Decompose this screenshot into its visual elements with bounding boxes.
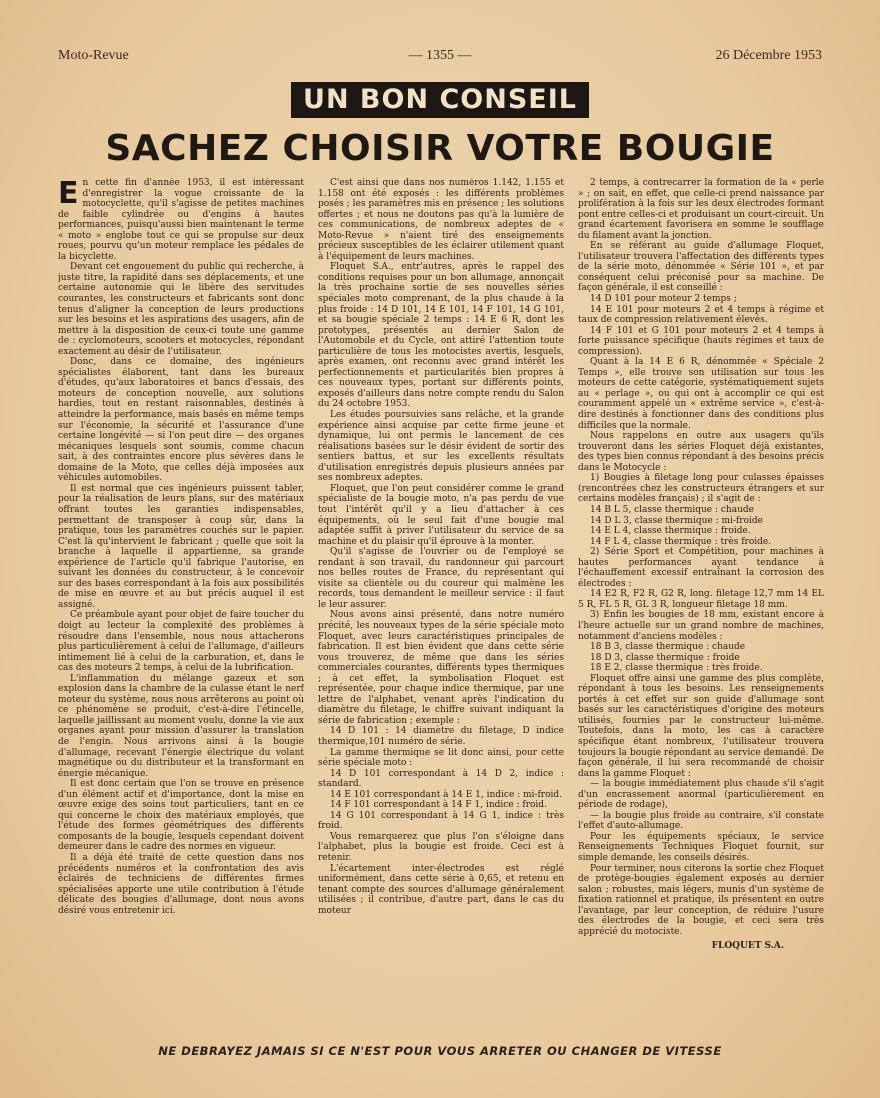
paragraph: 14 E 101 correspondant à 14 E 1, indice : mi-froid. [330,789,563,800]
paragraph: 14 D 101 pour moteur 2 temps ; [590,294,737,305]
paragraph: — la bougie immédiatement plus chaude s'il s'agit d'un encrassement anormal (particulièrement en période de rodage), [578,779,824,811]
paragraph: 14 F L 4, classe thermique : très froide. [590,536,772,547]
paragraph: Il est normal que ces ingénieurs puissent tabler, pour la réalisation de leurs plans, sur des matériaux offrant toutes les garanties indispensables, permettant de transposer à coup sûr, dans la pratique, tous les paramètres couchés sur le papier. C'est là qu'intervient le fabricant ; quelle que soit la branche à laquelle il appartienne, sa grande expérience de l'article qu'il fabrique l'autorise, en suivant les données du constructeur, à le concevoir sur des bases correspondant à la fois aux possibilités de mise en œuvre et au but précis auquel il est assigné. [58,483,304,610]
drop-cap: E [58,178,79,211]
paragraph: Devant cet engouement du public qui recherche, à juste titre, la rapidité dans ses déplacements, et une certaine autonomie qui le libère des servitudes courantes, les constructeurs et fabricants sont donc tenus d'aligner la conception de leurs productions sur les besoins et les aspirations des usagers, afin de mettre à la disposition de ceux-ci toute une gamme de : cyclomoteurs, scooters et motocycles, répondant exactement au désir de l'utilisateur. [58,262,304,357]
section-banner: UN BON CONSEIL [291,82,589,118]
page-number: — 1355 — [408,48,472,63]
article-body [58,178,824,1024]
paragraph: Il est donc certain que l'on se trouve en présence d'un élément actif et d'importance, dont la mise en œuvre exige des soins tout particuliers, tant en ce qui concerne le choix des matériaux employés, que l'étude des formes géométriques des différents composants de la bougie, lesquels cependant doivent demeurer dans le cadre des normes en vigueur. [58,779,304,853]
paragraph: Pour les équipements spéciaux, le service Renseignements Techniques Floquet fournit, sur simple demande, les conseils désirés. [578,831,824,863]
paragraph: Ce préambule ayant pour objet de faire toucher du doigt au lecteur la complexité des problèmes à résoudre dans l'ensemble, nous nous attacherons plus particulièrement à celui de l'allumage, d'ailleurs intimement lié à celui de la carburation, et, dans le cas des moteurs 2 temps, à celui de la lubrification. [58,610,304,674]
paragraph: Vous remarquerez que plus l'on s'éloigne dans l'alphabet, plus la bougie est froide. Ceci est à retenir. [318,831,564,863]
paragraph: 14 E 101 pour moteurs 2 et 4 temps à régime et taux de compression relativement élevés. [578,304,824,326]
paragraph: Nous avons ainsi présenté, dans notre numéro précité, les nouveaux types de la série spéciale moto Floquet, avec leurs caractéristiques principales de fabrication. Il est bien évident que dans cette série vous trouverez, de même que dans les séries commerciales courantes, différents types thermiques ; à cet effet, la symbolisation Floquet est représentée, pour chaque indice thermique, par une lettre de l'alphabet, venant après l'indication du diamètre du filetage, le chiffre suivant indiquant la série de fabrication ; exemple : [318,610,564,726]
paragraph: Qu'il s'agisse de l'ouvrier ou de l'employé se rendant à son travail, du randonneur qui parcourt nos belles routes de France, du représentant qui visite sa clientèle ou du coureur qui malmène les records, tous demandent le meilleur service : il faut le leur assurer. [318,547,564,610]
paragraph: 2 temps, à contrecarrer la formation de la « perle » ; on sait, en effet, que celle-ci prend naissance par prolifération à la fois sur les deux électrodes formant pont entre celles-ci et produisant un court-circuit. Un grand écartement favorisera en somme le soufflage du filament avant la jonction. [578,178,824,241]
paragraph: 2) Série Sport et Compétition, pour machines à hautes performances ayant tendance à l'échauffement excessif entraînant la corrosion des électrodes : [578,547,824,589]
paragraph: C'est ainsi que dans nos numéros 1.142, 1.155 et 1.158 ont été exposés : les différents problèmes posés ; les paramètres mis en présence ; les solutions offertes ; et nous ne doutons pas qu'à la lumière de ces communications, de nombreux adeptes de « Moto-Revue » n'aient tiré des enseignements précieux susceptibles de les éclairer utilement quant à l'équipement de leurs machines. [318,178,564,262]
paragraph: L'inflammation du mélange gazeux et son explosion dans la chambre de la culasse étant le nerf moteur du système, nous nous arrêterons au point où ce phénomène se produit, c'est-à-dire l'étincelle, laquelle jaillissant au moment voulu, donne la vie aux organes ayant pour mission d'assurer la translation de l'engin. Nous arrivons ainsi à la bougie d'allumage, recevant l'énergie électrique du volant magnétique ou du distributeur et la transformant en énergie mécanique. [58,673,304,779]
publication-name: Moto-Revue [58,48,129,63]
paragraph: 18 B 3, classe thermique : chaude [590,642,746,653]
running-header [58,48,822,68]
paragraph: 14 F 101 correspondant à 14 F 1, indice : froid. [330,800,547,811]
paragraph: 14 F 101 et G 101 pour moteurs 2 et 4 temps à forte puissance spécifique (hauts régimes et taux de compression). [578,325,824,357]
paragraph: 14 B L 5, classe thermique : chaude [590,504,754,515]
paragraph: Il a déjà été traité de cette question dans nos précédents numéros et la confrontation des avis éclairés de techniciens de différentes firmes spécialisées apporte une utile contribution à l'étude délicate des bougies d'allumage, dont nous avons désiré vous entretenir ici. [58,853,304,916]
paragraph: 3) Enfin les bougies de 18 mm, existant encore à l'heure actuelle sur un grand nombre de machines, notamment d'anciens modèles : [578,610,824,642]
article-column-1 [58,178,304,1024]
paragraph: 14 D L 3, classe thermique : mi-froide [590,515,763,526]
paragraph: Floquet, que l'on peut considérer comme le grand spécialiste de la bougie moto, n'a pas perdu de vue tout l'intérêt qu'il y a lieu d'attacher à ces équipements, où le seul fait d'une bougie mal adaptée suffit à priver l'utilisateur du service de sa machine et du plaisir qu'il éprouve à la monter. [318,483,564,547]
paragraph: L'écartement inter-électrodes est réglé uniformément, dans cette série à 0,65, et retenu en tenant compte des sources d'allumage généralement utilisées ; il contribue, d'autre part, dans le cas du moteur [318,863,564,916]
paragraph: Nous rappelons en outre aux usagers qu'ils trouveront dans les séries Floquet déjà existantes, des types bien connus répondant à des besoins précis dans le Motocycle : [578,431,824,473]
article-signature: FLOQUET S.A. [711,941,784,952]
paragraph: 14 G 101 correspondant à 14 G 1, indice : très froid. [318,810,564,832]
paragraph: 14 E2 R, F2 R, G2 R, long. filetage 12,7 mm 14 EL 5 R, FL 5 R, GL 3 R, longueur filetage 18 mm. [578,589,824,610]
paragraph: Quant à la 14 E 6 R, dénommée « Spéciale 2 Temps », elle trouve son utilisation sur tous les moteurs de cette catégorie, systématiquement sujets au « perlage », ou qui ont à accomplir ce qui est couramment appelé un « extrême service », c'est-à-dire destinés à fonctionner dans des conditions plus difficiles que la normale. [578,357,824,431]
paragraph: 14 E L 4, classe thermique : froide. [590,526,751,537]
paragraph: 1) Bougies à filetage long pour culasses épaisses (rencontrées chez les constructeurs étrangers et sur certains modèles français) ; il s'agit de : [578,473,824,505]
paragraph: n cette fin d'année 1953, il est intéressant d'enregistrer la vogue croissante de la motocyclette, qu'il s'agisse de petites machines de faible cylindrée ou d'engins à hautes performances, puisqu'aussi bien maintenant le terme « moto » englobe tout ce qui se propulse sur deux roues, pourvu qu'un moteur remplace les pédales de la bicyclette. [58,178,304,262]
paragraph: Les études poursuivies sans relâche, et la grande expérience ainsi acquise par cette firme jeune et dynamique, lui ont permis le lancement de ces réalisations basées sur le désir évident de sortir des sentiers battus, et sur les excellents résultats d'utilisation enregistrés depuis plusieurs années par ses nombreux adeptes. [318,410,564,484]
paragraph: Floquet offre ainsi une gamme des plus complète, répondant à tous les besoins. Les renseignements portés à cet effet sur son guide d'allumage sont basés sur les caractéristiques d'origine des moteurs utilisés, fournies par le constructeur lui-même. Toutefois, dans la moto, les cas à caractère spécifique étant nombreux, l'utilisateur trouvera toujours la bougie répondant au service demandé. De façon générale, il lui sera recommandé de choisir dans la gamme Floquet : [578,673,824,779]
footer-slogan: NE DEBRAYEZ JAMAIS SI CE N'EST POUR VOUS ARRETER OU CHANGER DE VITESSE [158,1044,722,1058]
paragraph: Pour terminer, nous citerons la sortie chez Floquet de protège-bougies également exposés au dernier salon ; robustes, mais légers, munis d'un système de fixation rationnel et pratique, ils présentent en outre l'avantage, par leur conception, de réduire l'usure des électrodes de la bougie, et ceci sera très apprécié du motociste. [578,863,824,937]
issue-date: 26 Décembre 1953 [715,48,822,63]
paragraph: — la bougie plus froide au contraire, s'il constate l'effet d'auto-allumage. [578,810,824,832]
banner-container [0,82,880,118]
paragraph: 14 D 101 : 14 diamètre du filetage, D indice thermique,101 numéro de série. [318,726,564,747]
paragraph: 18 D 3, classe thermique : froide [590,652,740,663]
paragraph: 14 D 101 correspondant à 14 D 2, indice : standard. [318,768,564,790]
paragraph: Floquet S.A., entr'autres, après le rappel des conditions requises pour un bon allumage, annonçait la très prochaine sortie de ses nouvelles séries spéciales moto comprenant, de la plus chaude à la plus froide : 14 D 101, 14 E 101, 14 F 101, 14 G 101, et sa bougie spéciale 2 temps : 14 E 6 R, dont les prototypes, présentés au dernier Salon de l'Automobile et du Cycle, ont attiré l'attention toute particulière de tous les motocistes avertis, lesquels, après examen, ont reconnu avec grand intérêt les perfectionnements et particularités bien propres à ces nouveaux types, portant sur différents points, exposés d'ailleurs dans notre compte rendu du Salon du 24 octobre 1953. [318,262,564,410]
paragraph: Donc, dans ce domaine, des ingénieurs spécialistes élaborent, tant dans les bureaux d'études, qu'aux laboratoires et bancs d'essais, des moteurs de conception nouvelle, aux solutions hardies, tout en restant raisonnables, destinés à atteindre la performance, mais basés en même temps sur l'économie, la sécurité et l'assurance d'une certaine longévité — si l'on peut dire — des organes mécaniques lesquels sont soumis, comme chacun sait, à des contraintes encore plus sévères dans le domaine de la Moto, que celles déjà imposées aux véhicules automobiles. [58,357,304,484]
article-headline: SACHEZ CHOISIR VOTRE BOUGIE [105,128,775,169]
article-column-2 [318,178,564,1024]
article-column-3 [578,178,824,1024]
paragraph: 18 E 2, classe thermique : très froide. [590,663,763,674]
paragraph: En se référant au guide d'allumage Floquet, l'utilisateur trouvera l'affectation des différents types de la série moto, dénommée « Série 101 », et par conséquent celui préconisé pour sa machine. De façon générale, il est conseillé : [578,241,824,294]
paragraph: La gamme thermique se lit donc ainsi, pour cette série spéciale moto : [318,747,564,769]
